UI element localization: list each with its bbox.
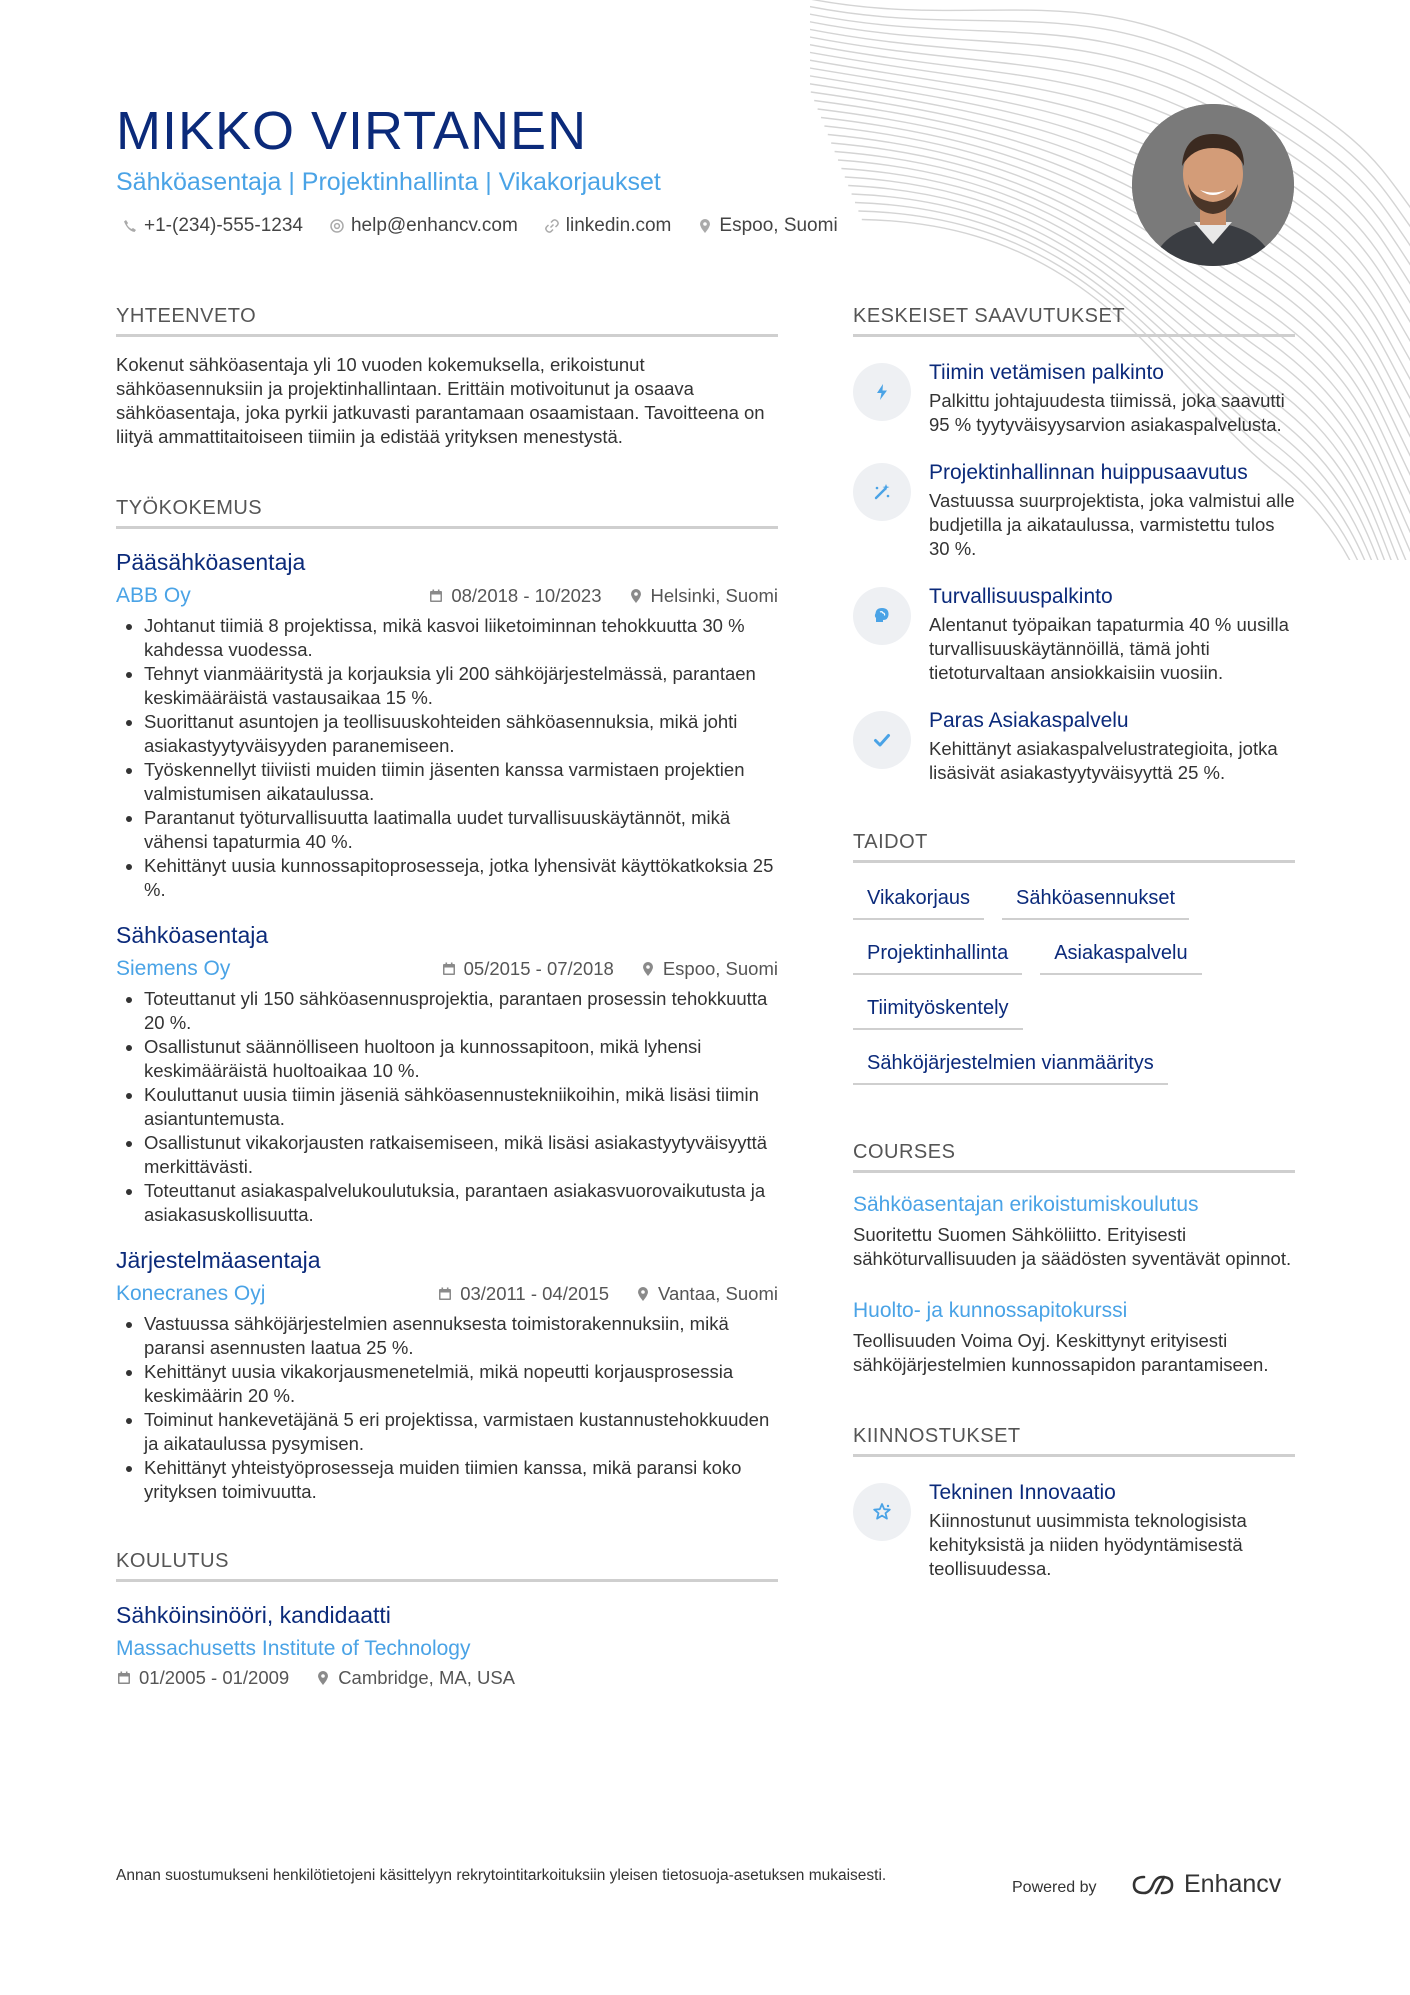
left-column [116,305,778,1689]
powered-by-label: Powered by [1012,1879,1097,1896]
brain-icon [871,605,893,627]
achievement-desc: Vastuussa suurprojektista, joka valmistui alle budjetilla ja aikataulussa, varmistettu tulos 30 %. [929,490,1295,559]
at-icon [329,218,345,234]
education-dates [116,1667,289,1689]
job-dates [441,958,614,980]
experience-heading: TYÖKOKEMUS [116,497,778,529]
education-location [315,1667,515,1689]
phone-icon [122,218,138,234]
linkedin-text: linkedin.com [565,215,672,236]
bullet: Suorittanut asuntojen ja teollisuuskohteiden sähköasennuksia, mikä johti asiakastyytyväisyyden paranemiseen. [116,710,778,758]
job-title: Järjestelmäasentaja [116,1247,321,1273]
location-pin-icon [628,588,644,604]
calendar-icon [437,1286,453,1302]
course-title: Huolto- ja kunnossapitokurssi [853,1299,1128,1322]
contact-bar [122,215,838,237]
job-bullets [116,1312,778,1504]
skill-tag: Sähköasennukset [1002,879,1189,920]
achievement-item [853,363,1295,437]
skill-tag: Asiakaspalvelu [1040,934,1201,975]
job-location [640,958,778,980]
bullet: Johtanut tiimiä 8 projektissa, mikä kasvoi liiketoiminnan tehokkuutta 30 % kahdessa vuodessa. [116,614,778,662]
interests-heading: KIINNOSTUKSET [853,1425,1295,1457]
calendar-icon [428,588,444,604]
brand-logo[interactable] [1130,1870,1281,1899]
achievement-icon-wrap [853,363,911,421]
achievement-desc: Kehittänyt asiakaspalvelustrategioita, jotka lisäsivät asiakastyytyväisyyttä 25 %. [929,738,1278,783]
interest-desc: Kiinnostunut uusimmista teknologisista kehityksistä ja niiden hyödyntämisestä teollisuudessa. [929,1510,1247,1579]
job-dates [428,585,601,607]
job-title: Pääsähköasentaja [116,549,306,575]
location-pin-icon [635,1286,651,1302]
course-title: Sähköasentajan erikoistumiskoulutus [853,1193,1199,1216]
education-location-text: Cambridge, MA, USA [338,1667,516,1688]
skill-tag: Tiimityöskentely [853,989,1023,1030]
skill-tag: Projektinhallinta [853,934,1022,975]
bullet: Osallistunut vikakorjausten ratkaisemiseen, mikä lisäsi asiakastyytyväisyyttä merkittävästi. [116,1131,778,1179]
job-location-text: Espoo, Suomi [662,958,778,979]
achievement-title: Paras Asiakaspalvelu [929,709,1129,732]
location-pin-icon [640,961,656,977]
interest-item [853,1483,1295,1581]
candidate-name: MIKKO VIRTANEN [116,101,588,161]
bullet: Kehittänyt yhteistyöprosesseja muiden tiimien kanssa, mikä paransi koko yrityksen toimivuutta. [116,1456,778,1504]
bullet: Toteuttanut yli 150 sähköasennusprojektia, parantaen prosessin tehokkuutta 20 %. [116,987,778,1035]
achievement-title: Tiimin vetämisen palkinto [929,361,1164,384]
bullet: Työskennellyt tiiviisti muiden tiimin jäsenten kanssa varmistaen projektien valmistumisen aikataulussa. [116,758,778,806]
contact-email[interactable] [329,215,518,237]
company-name: ABB Oy [116,584,191,607]
achievement-title: Projektinhallinnan huippusaavutus [929,461,1248,484]
bullet: Kehittänyt uusia vikakorjausmenetelmiä, mikä nopeutti korjausprosessia keskimäärin 20 %. [116,1360,778,1408]
magic-wand-icon [871,481,893,503]
summary-text: Kokenut sähköasentaja yli 10 vuoden kokemuksella, erikoistunut sähköasennuksiin ja projektinhallintaan. Erittäin motivoitunut ja osaava sähköasentaja, joka pyrkii jatkuvasti parantamaan osaamistaan. Tavoitteena on liityä ammattitaitoiseen tiimiin ja edistää yrityksen menestystä. [116,354,765,447]
interest-icon-wrap [853,1483,911,1541]
calendar-icon [441,961,457,977]
checkmark-icon [871,729,893,751]
achievement-title: Turvallisuuspalkinto [929,585,1113,608]
courses-heading: COURSES [853,1141,1295,1173]
job-location-text: Helsinki, Suomi [650,585,778,606]
skill-tag: Sähköjärjestelmien vianmääritys [853,1044,1168,1085]
enhancv-logo-icon [1130,1872,1176,1898]
right-column [853,305,1295,1581]
degree-title: Sähköinsinööri, kandidaatti [116,1602,391,1628]
bullet: Kouluttanut uusia tiimin jäseniä sähköasennustekniikoihin, mikä lisäsi tiimin asiantuntemusta. [116,1083,778,1131]
achievement-item [853,711,1295,785]
job-dates-text: 08/2018 - 10/2023 [451,585,602,606]
company-name: Siemens Oy [116,957,231,980]
contact-location [697,215,837,237]
course-desc: Teollisuuden Voima Oyj. Keskittynyt erityisesti sähköjärjestelmien kunnossapidon parantamiseen. [853,1330,1269,1375]
education-entry [116,1602,778,1689]
course-desc: Suoritettu Suomen Sähköliitto. Erityisesti sähköturvallisuuden ja säädösten syventävät opinnot. [853,1224,1292,1269]
link-icon [544,218,560,234]
brand-name: Enhancv [1184,1870,1282,1898]
skill-tag: Vikakorjaus [853,879,984,920]
education-dates-text: 01/2005 - 01/2009 [139,1667,290,1688]
job-bullets [116,614,778,902]
email-text: help@enhancv.com [350,215,518,236]
job-dates-text: 05/2015 - 07/2018 [463,958,614,979]
interest-title: Tekninen Innovaatio [929,1481,1116,1504]
job-location-text: Vantaa, Suomi [658,1283,778,1304]
achievements-heading: KESKEISET SAAVUTUKSET [853,305,1295,337]
achievement-icon-wrap [853,711,911,769]
job-dates-text: 03/2011 - 04/2015 [460,1283,610,1304]
location-pin-icon [697,218,713,234]
bolt-icon [871,381,893,403]
consent-text: Annan suostumukseni henkilötietojeni käsittelyyn rekrytointitarkoituksiin yleisen tietosuoja-asetuksen mukaisesti. [116,1867,887,1884]
skills-list [853,879,1295,1085]
location-text: Espoo, Suomi [719,215,838,236]
calendar-icon [116,1670,132,1686]
job-location [628,585,779,607]
job-entry [116,549,778,902]
achievement-icon-wrap [853,587,911,645]
company-name: Konecranes Oyj [116,1282,266,1305]
school-name: Massachusetts Institute of Technology [116,1637,471,1660]
bullet: Tehnyt vianmääritystä ja korjauksia yli 200 sähköjärjestelmässä, parantaen keskimääräistä vastausaikaa 15 %. [116,662,778,710]
summary-heading: YHTEENVETO [116,305,778,337]
portrait-illustration [1132,104,1294,266]
course-item [853,1299,1295,1377]
phone-text: +1-(234)-555-1234 [144,215,303,236]
location-pin-icon [315,1670,331,1686]
bullet: Vastuussa sähköjärjestelmien asennuksesta toimistorakennuksiin, mikä paransi asennusten laatua 25 %. [116,1312,778,1360]
achievement-item [853,587,1295,685]
bullet: Toteuttanut asiakaspalvelukoulutuksia, parantaen asiakasvuorovaikutusta ja asiakasuskollisuutta. [116,1179,778,1227]
job-location [635,1283,778,1305]
job-entry [116,1247,778,1504]
skills-heading: TAIDOT [853,831,1295,863]
achievement-desc: Palkittu johtajuudesta tiimissä, joka saavutti 95 % tyytyväisyysarvion asiakaspalvelusta. [929,390,1285,435]
contact-phone[interactable] [122,215,303,237]
star-icon [871,1501,893,1523]
bullet: Toiminut hankevetäjänä 5 eri projektissa, varmistaen kustannustehokkuuden ja aikataulussa pysymisen. [116,1408,778,1456]
job-title: Sähköasentaja [116,922,269,948]
achievement-icon-wrap [853,463,911,521]
job-dates [437,1283,609,1305]
headline: Sähköasentaja | Projektinhallinta | Vikakorjaukset [116,168,661,196]
bullet: Osallistunut säännölliseen huoltoon ja kunnossapitoon, mikä lyhensi keskimääräistä huoltoaikaa 10 %. [116,1035,778,1083]
bullet: Parantanut työturvallisuutta laatimalla uudet turvallisuuskäytännöt, mikä vähensi tapaturmia 40 %. [116,806,778,854]
job-bullets [116,987,778,1227]
bullet: Kehittänyt uusia kunnossapitoprosesseja, jotka lyhensivät käyttökatkoksia 25 %. [116,854,778,902]
achievement-item [853,463,1295,561]
avatar [1132,104,1294,266]
education-heading: KOULUTUS [116,1550,778,1582]
job-entry [116,922,778,1227]
achievement-desc: Alentanut työpaikan tapaturmia 40 % uusilla turvallisuuskäytännöillä, tämä johti tietoturvaltaan ansiokkaisiin vuosiin. [929,614,1289,683]
course-item [853,1193,1295,1271]
contact-linkedin[interactable] [544,215,672,237]
